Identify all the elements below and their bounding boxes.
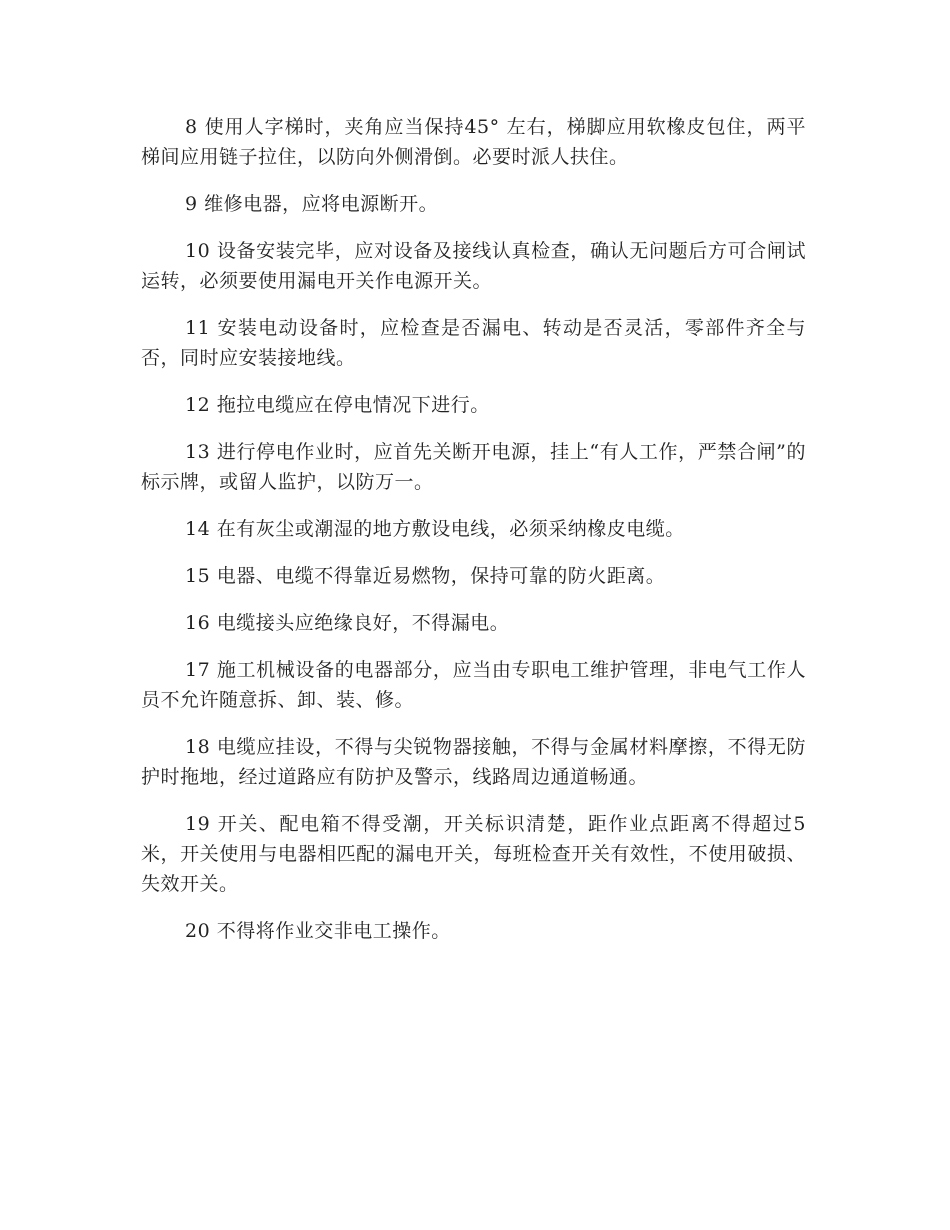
paragraph-item-9: 9 维修电器，应将电源断开。 (185, 193, 439, 215)
paragraph-item-12: 12 拖拉电缆应在停电情况下进行。 (185, 394, 490, 416)
paragraph-item-19: 19 开关、配电箱不得受潮，开关标识清楚，距作业点距离不得超过5米，开关使用与电器相匹配的漏电开关，每班检查开关有效性，不使用破损、失效开关。 (141, 813, 806, 895)
paragraph-item-17: 17 施工机械设备的电器部分，应当由专职电工维护管理，非电气工作人员不允许随意拆、卸、装、修。 (141, 659, 806, 711)
paragraph-item-14: 14 在有灰尘或潮湿的地方敷设电线，必须采纳橡皮电缆。 (185, 518, 685, 540)
paragraph-item-10: 10 设备安装完毕，应对设备及接线认真检查，确认无问题后方可合闸试运转，必须要使用漏电开关作电源开关。 (141, 240, 806, 292)
paragraph-item-15: 15 电器、电缆不得靠近易燃物，保持可靠的防火距离。 (185, 565, 666, 587)
paragraph-item-18: 18 电缆应挂设，不得与尖锐物器接触，不得与金属材料摩擦，不得无防护时拖地，经过道路应有防护及警示，线路周边通道畅通。 (141, 736, 806, 788)
paragraph-item-20: 20 不得将作业交非电工操作。 (185, 920, 451, 942)
paragraph-item-16: 16 电缆接头应绝缘良好，不得漏电。 (185, 612, 510, 634)
paragraph-item-13: 13 进行停电作业时，应首先关断开电源，挂上“有人工作，严禁合闸”的标示牌，或留人监护，以防万一。 (141, 441, 806, 493)
document-body (141, 112, 806, 963)
paragraph-item-11: 11 安装电动设备时，应检查是否漏电、转动是否灵活，零部件齐全与否，同时应安装接地线。 (141, 317, 806, 369)
paragraph-item-8: 8 使用人字梯时，夹角应当保持45° 左右，梯脚应用软橡皮包住，两平梯间应用链子拉住，以防向外侧滑倒。必要时派人扶住。 (141, 116, 806, 168)
